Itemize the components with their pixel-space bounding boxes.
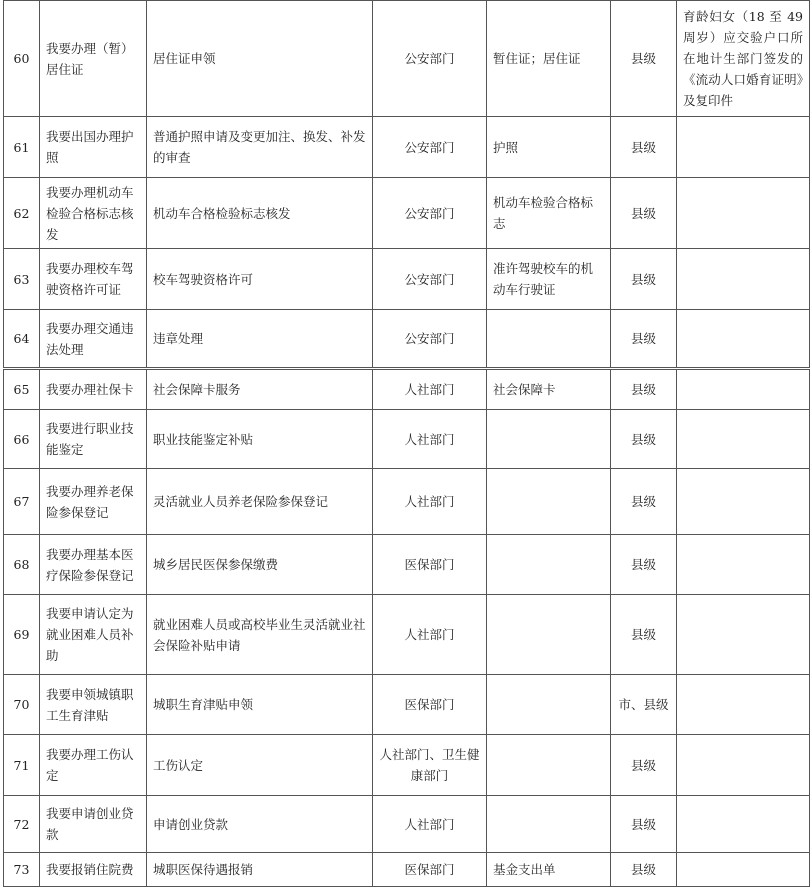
row-number: 67 (4, 469, 40, 535)
admin-level: 县级 (611, 796, 677, 853)
service-name: 城职生育津贴申领 (147, 675, 373, 735)
table-row (4, 310, 810, 369)
notes (677, 369, 810, 410)
notes (677, 535, 810, 595)
admin-level: 县级 (611, 1, 677, 117)
result-document (487, 595, 611, 675)
table-row (4, 853, 810, 887)
item-name: 我要办理工伤认定 (40, 735, 147, 796)
row-number: 71 (4, 735, 40, 796)
item-name: 我要出国办理护照 (40, 117, 147, 178)
result-document (487, 796, 611, 853)
item-name: 我要办理机动车检验合格标志核发 (40, 178, 147, 249)
service-name: 居住证申领 (147, 1, 373, 117)
department: 医保部门 (373, 853, 487, 887)
result-document: 护照 (487, 117, 611, 178)
admin-level: 县级 (611, 249, 677, 310)
result-document (487, 310, 611, 369)
row-number: 68 (4, 535, 40, 595)
department: 公安部门 (373, 249, 487, 310)
row-number: 65 (4, 369, 40, 410)
result-document: 机动车检验合格标志 (487, 178, 611, 249)
table-row (4, 178, 810, 249)
result-document: 准许驾驶校车的机动车行驶证 (487, 249, 611, 310)
result-document: 基金支出单 (487, 853, 611, 887)
result-document (487, 410, 611, 469)
result-document (487, 535, 611, 595)
admin-level: 县级 (611, 410, 677, 469)
service-items-table (3, 0, 810, 887)
service-name: 灵活就业人员养老保险参保登记 (147, 469, 373, 535)
service-name: 工伤认定 (147, 735, 373, 796)
department: 公安部门 (373, 1, 487, 117)
notes (677, 595, 810, 675)
service-name: 社会保障卡服务 (147, 369, 373, 410)
item-name: 我要申请创业贷款 (40, 796, 147, 853)
notes (677, 853, 810, 887)
notes (677, 178, 810, 249)
admin-level: 市、县级 (611, 675, 677, 735)
service-name: 就业困难人员或高校毕业生灵活就业社会保险补贴申请 (147, 595, 373, 675)
table-row (4, 675, 810, 735)
service-name: 申请创业贷款 (147, 796, 373, 853)
notes (677, 310, 810, 369)
department: 人社部门 (373, 410, 487, 469)
admin-level: 县级 (611, 117, 677, 178)
admin-level: 县级 (611, 178, 677, 249)
table-row (4, 595, 810, 675)
row-number: 63 (4, 249, 40, 310)
result-document (487, 735, 611, 796)
item-name: 我要办理基本医疗保险参保登记 (40, 535, 147, 595)
service-name: 违章处理 (147, 310, 373, 369)
row-number: 73 (4, 853, 40, 887)
notes (677, 675, 810, 735)
row-number: 60 (4, 1, 40, 117)
item-name: 我要进行职业技能鉴定 (40, 410, 147, 469)
notes: 育龄妇女（18 至 49 周岁）应交验户口所在地计生部门签发的《流动人口婚育证明》及复印件 (677, 1, 810, 117)
department: 公安部门 (373, 117, 487, 178)
service-name: 职业技能鉴定补贴 (147, 410, 373, 469)
department: 医保部门 (373, 535, 487, 595)
item-name: 我要办理养老保险参保登记 (40, 469, 147, 535)
table-row (4, 535, 810, 595)
admin-level: 县级 (611, 310, 677, 369)
department: 人社部门 (373, 469, 487, 535)
department: 人社部门、卫生健康部门 (373, 735, 487, 796)
row-number: 62 (4, 178, 40, 249)
admin-level: 县级 (611, 735, 677, 796)
item-name: 我要申领城镇职工生育津贴 (40, 675, 147, 735)
table-row (4, 369, 810, 410)
item-name: 我要报销住院费 (40, 853, 147, 887)
result-document (487, 675, 611, 735)
admin-level: 县级 (611, 535, 677, 595)
row-number: 61 (4, 117, 40, 178)
table-row (4, 249, 810, 310)
item-name: 我要办理校车驾驶资格许可证 (40, 249, 147, 310)
row-number: 72 (4, 796, 40, 853)
row-number: 66 (4, 410, 40, 469)
row-number: 69 (4, 595, 40, 675)
result-document: 暂住证；居住证 (487, 1, 611, 117)
row-number: 70 (4, 675, 40, 735)
table-row (4, 410, 810, 469)
item-name: 我要办理交通违法处理 (40, 310, 147, 369)
notes (677, 469, 810, 535)
admin-level: 县级 (611, 853, 677, 887)
table-row (4, 469, 810, 535)
notes (677, 410, 810, 469)
notes (677, 249, 810, 310)
service-name: 校车驾驶资格许可 (147, 249, 373, 310)
department: 人社部门 (373, 595, 487, 675)
row-number: 64 (4, 310, 40, 369)
result-document (487, 469, 611, 535)
department: 医保部门 (373, 675, 487, 735)
admin-level: 县级 (611, 595, 677, 675)
service-name: 普通护照申请及变更加注、换发、补发的审查 (147, 117, 373, 178)
service-name: 城职医保待遇报销 (147, 853, 373, 887)
item-name: 我要申请认定为就业困难人员补助 (40, 595, 147, 675)
admin-level: 县级 (611, 369, 677, 410)
item-name: 我要办理社保卡 (40, 369, 147, 410)
table-row (4, 796, 810, 853)
table-row (4, 735, 810, 796)
service-name: 城乡居民医保参保缴费 (147, 535, 373, 595)
department: 人社部门 (373, 369, 487, 410)
notes (677, 117, 810, 178)
service-name: 机动车合格检验标志核发 (147, 178, 373, 249)
table-row (4, 117, 810, 178)
item-name: 我要办理（暂）居住证 (40, 1, 147, 117)
department: 公安部门 (373, 178, 487, 249)
notes (677, 735, 810, 796)
notes (677, 796, 810, 853)
admin-level: 县级 (611, 469, 677, 535)
table-row (4, 1, 810, 117)
result-document: 社会保障卡 (487, 369, 611, 410)
department: 人社部门 (373, 796, 487, 853)
department: 公安部门 (373, 310, 487, 369)
